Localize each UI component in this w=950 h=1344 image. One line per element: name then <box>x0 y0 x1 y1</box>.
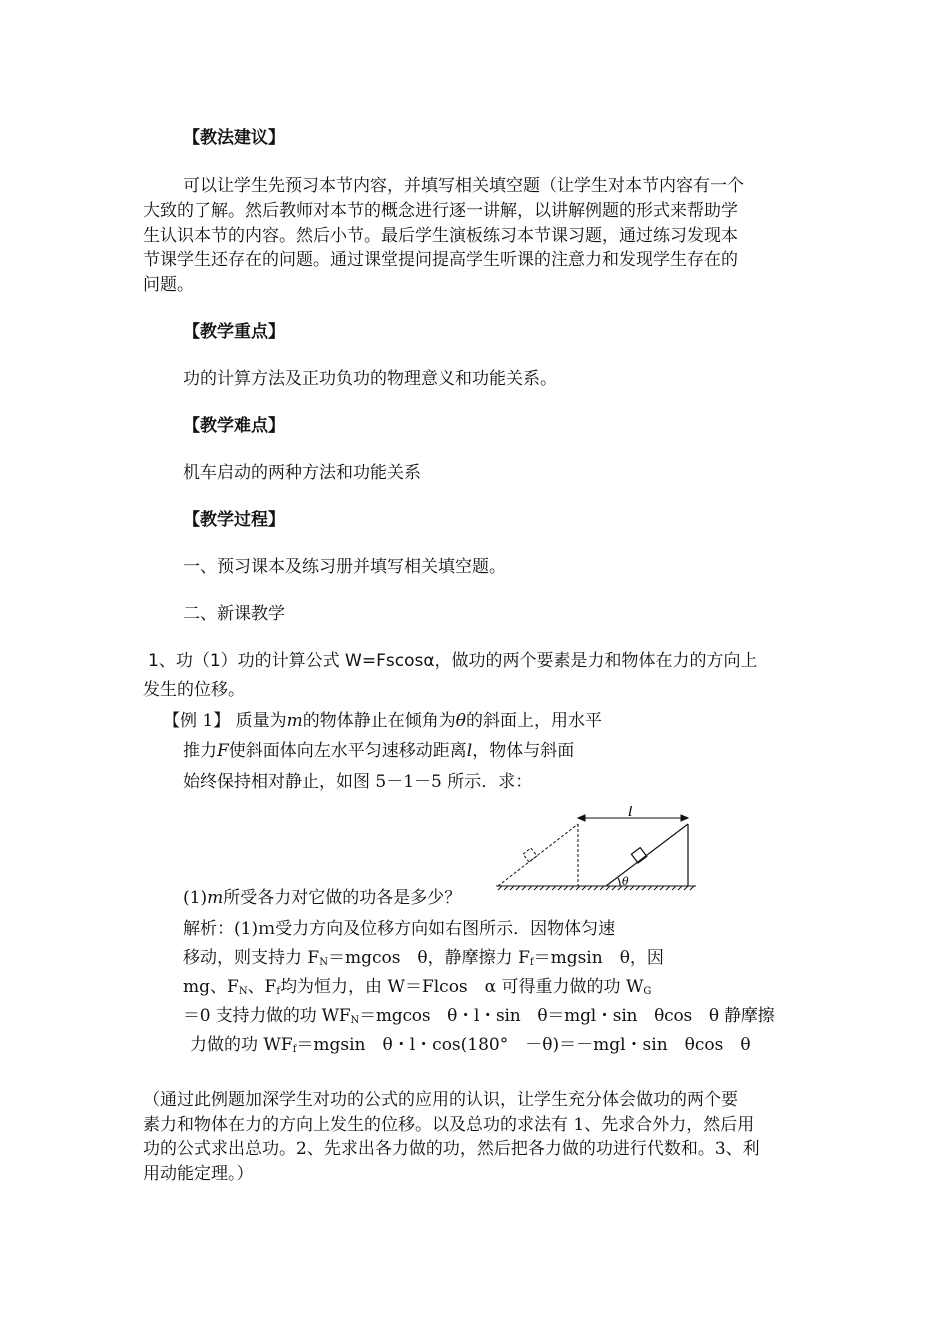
heading-process: 【教学过程】 <box>183 510 285 530</box>
ground-hatching <box>496 886 696 890</box>
example-label: 【例 1】 <box>163 711 231 731</box>
note-line: 素力和物体在力的方向上发生的位移。以及总功的求法有 1、先求合外力，然后用 <box>143 1115 755 1135</box>
heading-teaching-suggestion: 【教法建议】 <box>183 128 285 148</box>
paragraph-line: 节课学生还存在的问题。通过课堂提问提高学生听课的注意力和发现学生存在的 <box>143 250 738 270</box>
note-line: 用动能定理。） <box>143 1164 254 1184</box>
process-step-1: 一、预习课本及练习册并填写相关填空题。 <box>183 557 506 577</box>
example-line-3: 始终保持相对静止，如图 5－1－5 所示．求： <box>183 772 533 792</box>
note-line: 功的公式求出总功。2、先求出各力做的功，然后把各力做的功进行代数和。3、利 <box>143 1139 760 1159</box>
paragraph-line: 大致的了解。然后教师对本节的概念进行逐一讲解，以讲解例题的形式来帮助学 <box>143 201 738 221</box>
solid-incline <box>606 824 688 886</box>
paragraph-line: 问题。 <box>143 275 194 295</box>
example-line-1: 【例 1】 质量为m的物体静止在倾角为θ的斜面上，用水平 <box>163 711 603 731</box>
difficulty-text: 机车启动的两种方法和功能关系 <box>183 463 421 483</box>
note-line: （通过此例题加深学生对功的公式的应用的认识，让学生充分体会做功的两个要 <box>143 1090 738 1110</box>
heading-key-point: 【教学重点】 <box>183 322 285 342</box>
paragraph-line: 可以让学生先预习本节内容，并填写相关填空题（让学生对本节内容有一个 <box>183 176 744 196</box>
dashed-initial-incline <box>498 824 578 886</box>
heading-difficulty: 【教学难点】 <box>183 416 285 436</box>
solution-line-1: 解析：(1)ｍ受力方向及位移方向如右图所示．因物体匀速 <box>183 919 616 939</box>
incline-diagram <box>492 806 698 892</box>
solution-line-3: mg、$F_N$、$F_f$均为恒力，由 W＝Flcos α 可得重力做的功 $W_G$ <box>183 977 652 997</box>
angle-label: θ <box>622 875 629 888</box>
solution-line-4: ＝0 支持力做的功 $WF_N=mgcos$ θ・l・sin θ＝mgl・sin θcos θ 静摩擦 <box>183 1006 775 1026</box>
example-line-2: 推力F使斜面体向左水平匀速移动距离l，物体与斜面 <box>183 741 575 761</box>
key-point-text: 功的计算方法及正功负功的物理意义和功能关系。 <box>183 369 557 389</box>
solution-line-5: 力做的功 $WF_f=mgsin$ θ・l・cos(180° －θ)＝－mgl・sin θcos θ <box>190 1035 751 1055</box>
distance-label: l <box>628 806 633 820</box>
work-formula-line-2: 发生的位移。 <box>143 680 245 700</box>
paragraph-line: 生认识本节的内容。然后小节。最后学生演板练习本节课习题，通过练习发现本 <box>143 226 738 246</box>
solution-line-2: 移动，则支持力 $F_N=mgcos$ θ，静摩擦力 $F_f=mgsin$ θ，因 <box>183 948 664 968</box>
work-formula-line: 1、功（1）功的计算公式 W=Fscosα，做功的两个要素是力和物体在力的方向上 <box>148 651 758 671</box>
question-1: (1)m所受各力对它做的功各是多少？ <box>183 888 462 908</box>
distance-arrow <box>578 815 688 821</box>
process-step-2: 二、新课教学 <box>183 604 285 624</box>
